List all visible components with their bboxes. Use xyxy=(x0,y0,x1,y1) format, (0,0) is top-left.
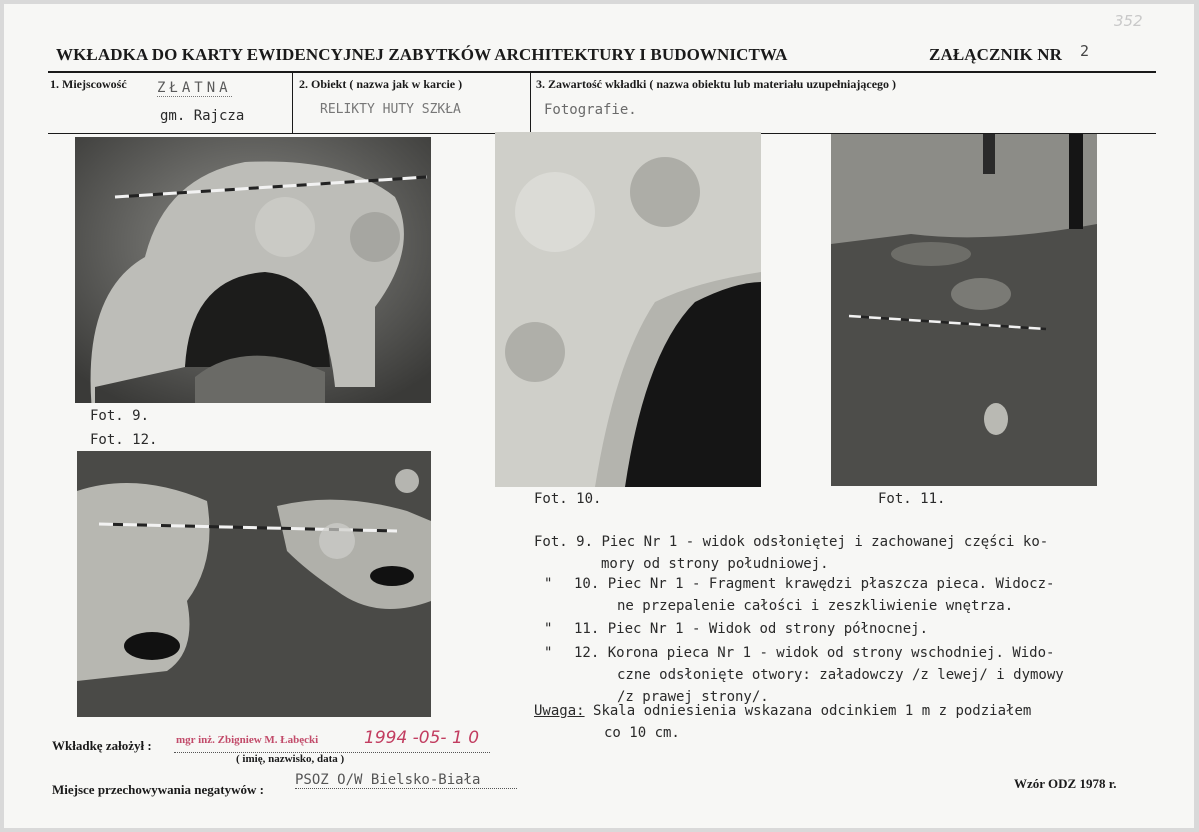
created-by-label: Wkładkę założył : xyxy=(52,738,152,753)
caption-marker: " xyxy=(544,645,553,661)
place-label: 1. Miejscowość xyxy=(50,77,127,91)
photo-9-furnace-chamber xyxy=(75,137,431,403)
content-value: Fotografie. xyxy=(544,102,637,118)
date-handwritten: 1994 -05- 1 0 xyxy=(364,728,480,748)
caption-number: 11. xyxy=(574,621,600,637)
object-label: 2. Obiekt ( nazwa jak w karcie ) xyxy=(299,77,463,91)
caption-marker: Fot. 9. xyxy=(534,534,594,550)
caption-text: Korona pieca Nr 1 - widok od strony wschodniej. Wido- xyxy=(607,645,1055,661)
caption-fot9 xyxy=(534,531,1048,575)
caption-text: ne przepalenie całości i zeszkliwienie wnętrza. xyxy=(617,598,1014,614)
note-text: co 10 cm. xyxy=(604,725,680,741)
content-label: 3. Zawartość wkładki ( nazwa obiektu lub materiału uzupełniającego ) xyxy=(536,77,897,91)
attachment-label: ZAŁĄCZNIK NR xyxy=(929,45,1062,64)
created-by-hint: ( imię, nazwisko, data ) xyxy=(236,753,345,765)
caption-marker: " xyxy=(544,576,553,592)
note-text: Skala odniesienia wskazana odcinkiem 1 m z podziałem xyxy=(593,703,1032,719)
caption-number: 12. xyxy=(574,645,600,661)
header-rule xyxy=(48,71,1156,73)
caption-text: Piec Nr 1 - widok odsłoniętej i zachowanej części ko- xyxy=(601,534,1049,550)
negatives-value: PSOZ O/W Bielsko-Biała xyxy=(295,772,517,789)
field-divider-2 xyxy=(530,72,531,134)
field-divider-1 xyxy=(292,72,293,134)
photo-11-furnace-north xyxy=(831,134,1097,486)
caption-text: czne odsłonięte otwory: załadowczy /z lewej/ i dymowy xyxy=(617,667,1064,683)
photo-11-label: Fot. 11. xyxy=(878,491,946,507)
caption-number: 10. xyxy=(574,576,600,592)
corner-pencil-note: 352 xyxy=(1114,12,1143,30)
inventory-card xyxy=(4,4,1194,828)
negatives-label: Miejsce przechowywania negatywów : xyxy=(52,782,264,797)
photo-10-furnace-mantle-edge xyxy=(495,132,761,487)
caption-fot11 xyxy=(544,618,928,640)
photo-10-label: Fot. 10. xyxy=(534,491,602,507)
caption-text: Piec Nr 1 - Fragment krawędzi płaszcza pieca. Widocz- xyxy=(607,576,1055,592)
caption-text: mory od strony południowej. xyxy=(601,556,829,572)
card-title: WKŁADKA DO KARTY EWIDENCYJNEJ ZABYTKÓW ARCHITEKTURY I BUDOWNICTWA xyxy=(56,45,788,64)
photo-12-furnace-crown xyxy=(77,451,431,717)
scale-note xyxy=(534,700,1031,744)
author-stamp: mgr inż. Zbigniew M. Łabęcki xyxy=(176,734,319,746)
place-value: ZŁATNA xyxy=(157,80,232,96)
caption-fot10 xyxy=(544,573,1054,617)
form-model: Wzór ODZ 1978 r. xyxy=(1014,776,1117,791)
photo-12-label: Fot. 12. xyxy=(90,432,158,448)
caption-text: /z prawej strony/. xyxy=(617,689,769,705)
caption-fot12 xyxy=(544,642,1064,708)
object-value: RELIKTY HUTY SZKŁA xyxy=(320,102,461,117)
place-commune: gm. Rajcza xyxy=(160,108,245,124)
caption-marker: " xyxy=(544,621,553,637)
created-by-line xyxy=(174,728,490,753)
note-label: Uwaga: xyxy=(534,703,585,719)
attachment-number: 2 xyxy=(1080,42,1090,60)
photo-9-label: Fot. 9. xyxy=(90,408,150,424)
caption-text: Piec Nr 1 - Widok od strony północnej. xyxy=(607,621,929,637)
